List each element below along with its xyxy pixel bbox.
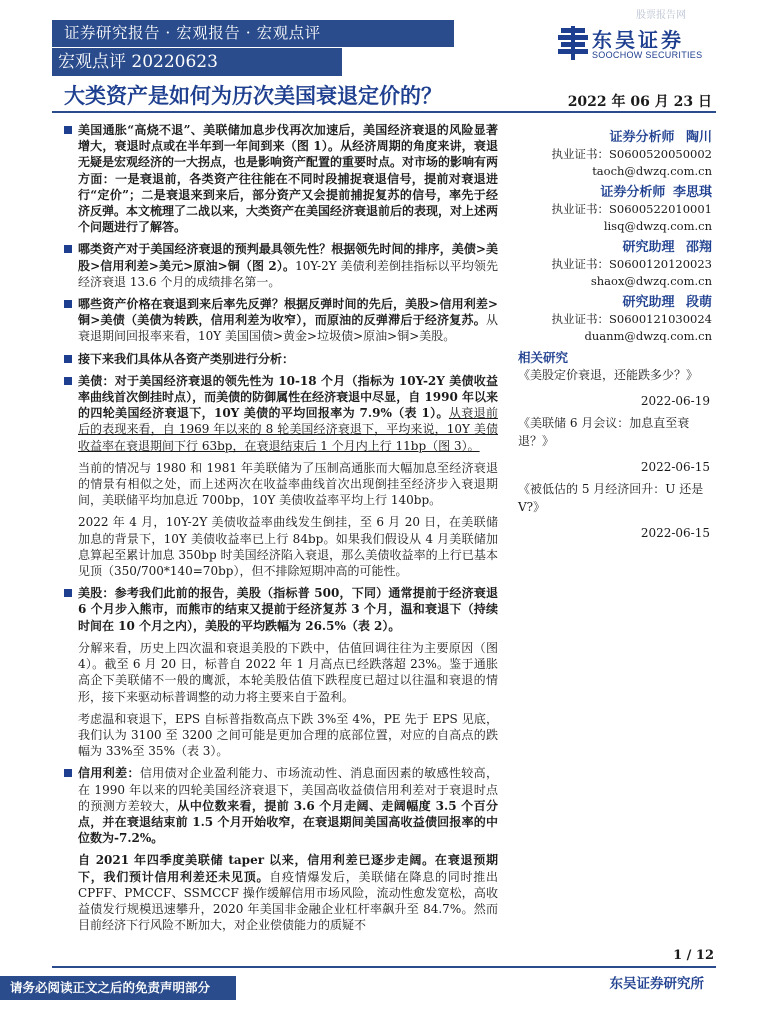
analyst-name: 李思琪 [672,185,712,200]
page-title: 大类资产是如何为历次美国衰退定价的？ [64,84,442,108]
analyst-name: 邵翔 [685,240,712,255]
bullet-square-icon [64,245,72,253]
treasury-text: 从衰退前后的表现来看，自 1969 年以来的 8 轮美国经济衰退下，平均来说，10Y 美债收益率在衰退期间下行 63bp，在衰退结束后 1 个月内上行 11bp（图 3）。 [78,406,498,453]
report-type-banner: 宏观点评 20220623 [52,48,342,76]
related-research-list [518,366,710,546]
bullet-square-icon [64,300,72,308]
bullet-square-icon [64,355,72,363]
related-item-date: 2022-06-19 [640,394,710,408]
related-item-date: 2022-06-15 [640,526,710,540]
page-number: 1 / 12 [673,948,714,963]
disclaimer-banner: 请务必阅读正文之后的免责声明部分 [0,976,236,1000]
analyst-cert: 执业证书：S0600520050002 [551,147,712,161]
watermark-text: 股票报告网 [636,10,686,21]
equity-text: 美股：参考我们此前的报告，美股（指标普 500，下同）通常提前于经济衰退 6 个月步入熊市，而熊市的结束又提前于经济复苏 3 个月，温和衰退下（持续时间在 10 个月之内），美股的平均跌幅为 26.5%（表 2）。 [78,586,498,633]
analyst-name: 陶川 [685,130,712,145]
leading-assets-text: 10Y-2Y 美债利差倒挂指标以平均领先经济衰退 13.6 个月的成绩排名第一。 [78,258,498,289]
report-date: 2022 年 06 月 23 日 [567,94,712,110]
analyst-name: 段萌 [685,295,712,310]
analyst-cert: 执业证书：S0600120120023 [551,257,712,271]
analyst-cert: 执业证书：S0600121030024 [551,312,712,326]
bullet-square-icon [64,126,72,134]
bullet-square-icon [64,589,72,597]
related-item-title[interactable]: 《美联储 6 月会议：加息直至衰退？》 [518,416,690,448]
treasury-paragraph [62,373,498,454]
related-research-title: 相关研究 [518,350,569,365]
analyst-email[interactable]: taoch@dwzq.com.cn [592,164,712,178]
analyst-email[interactable]: shaox@dwzq.com.cn [590,274,712,288]
report-body [62,122,498,939]
equity-bottom-text: 考虑温和衰退下，EPS 自标普指数高点下跌 3%至 4%，PE 先于 EPS 见底，我们认为 3100 至 3200 之间可能是更加合理的底部位置，对应的自高点的跌幅为 33%至 35%（表 3）。 [78,711,498,759]
credit-spread-bold: 从中位数来看，提前 3.6 个月走阔、走阔幅度 3.5 个百分点，并在衰退结束前 1.5 个月开始收窄，在衰退期间美国高收益债回报率的中位数为-7.2%。 [78,798,498,846]
logo-text-cn: 东吴证券 [592,28,684,52]
current-situation-paragraph [62,460,498,509]
analyst-block [512,129,712,180]
equity-bottom-paragraph [62,711,498,760]
equity-decomposition-text: 分解来看，历史上四次温和衰退美股的下跌中，估值回调往往为主要原因（图 4）。截至 6 月 20 日，标普自 2022 年 1 月高点已经跌落超 23%。鉴于通胀高企下美联储不一般的鹰派，本轮美股估值下跌程度已超过以往温和衰退的情形，接下来驱动标普调整的动力将主要来自于盈利。 [78,640,498,704]
rebound-assets-bold: 哪些资产价格在衰退到来后率先反弹？根据反弹时间的先后，美股>信用利差>铜>美债（美债为转跌，信用利差为收窄），而原油的反弹滞后于经济复苏。 [78,297,498,328]
bullet-square-icon [64,377,72,385]
analyst-block [512,239,712,290]
related-item-date: 2022-06-15 [640,460,710,474]
bullet-square-icon [64,769,72,777]
related-item-title[interactable]: 《美股定价衰退，还能跌多少？》 [518,368,699,382]
intro-analysis-paragraph [62,351,498,367]
rebound-assets-text: 从衰退期间回报率来看，10Y 美国国债>黄金>垃圾债>原油>铜>美股。 [78,313,498,344]
institute-name: 东吴证券研究所 [609,976,704,992]
logo-text-en: SOOCHOW SECURITIES [592,50,703,60]
analyst-cert: 执业证书：S0600522010001 [551,202,712,216]
footer-divider [52,966,716,968]
april-inversion-text: 2022 年 4 月，10Y-2Y 美债收益率曲线发生倒挂，至 6 月 20 日，在美联储加息的背景下，10Y 美债收益率已上行 84bp。如果我们假设从 4 月美联储加息算起至累计加息 350bp 时美国经济陷入衰退，那么美债收益率的上行已基本见顶（350/700*140=70bp），但不排除短期冲高的可能性。 [78,515,498,579]
taper-text: 自疫情爆发后，美联储在降息的同时推出 CPFF、PMCCF、SSMCCF 操作缓解信用市场风险，流动性愈发宽松，高收益债发行规模迅速攀升，2020 年美国非金融企业杠杆率飙升至 84.7%。然而目前经济下行风险不断加大，对企业偿债能力的质疑不 [78,869,498,933]
analyst-role: 研究助理 [622,295,675,310]
taper-bold: 自 2021 年四季度美联储 taper 以来，信用利差已逐步走阔。在衰退预期下，我们预计信用利差还未见顶。 [78,853,498,884]
intro-analysis-text: 接下来我们具体从各资产类别进行分析： [78,351,295,366]
current-situation-text: 当前的情况与 1980 和 1981 年美联储为了压制高通胀而大幅加息至经济衰退的情景有相似之处，而上述两次在收益率曲线首次出现倒挂至经济步入衰退期间，美联储平均加息近 700bp，10Y 美债收益率平均上行 140bp。 [78,460,498,508]
analyst-email[interactable]: duanm@dwzq.com.cn [584,329,712,343]
leading-assets-bold: 哪类资产对于美国经济衰退的预判最具领先性？根据领先时间的排序，美债>美股>信用利差>美元>原油>铜（图 2）。 [78,242,498,273]
analyst-block [512,184,712,235]
summary-paragraph [62,122,498,235]
rebound-assets-paragraph [62,296,498,345]
credit-spread-paragraph [62,765,498,846]
company-logo [558,26,728,64]
april-inversion-paragraph [62,514,498,579]
logo-mark-icon [558,26,588,60]
analyst-role: 证券分析师 [600,185,666,200]
taper-paragraph [62,852,498,933]
leading-assets-paragraph [62,241,498,290]
report-category-banner: 证券研究报告 · 宏观报告 · 宏观点评 [52,20,454,47]
analyst-email[interactable]: lisq@dwzq.com.cn [603,219,712,233]
sidebar [512,94,712,349]
analyst-block [512,294,712,345]
treasury-bold: 美债：对于美国经济衰退的领先性为 10-18 个月（指标为 10Y-2Y 美债收益率曲线首次倒挂时点），而美债的防御属性在经济衰退中尽显，自 1990 年以来的四轮美国经济衰退下，10Y 美债的平均回报率为 7.9%（表 1）。 [78,373,498,421]
summary-text: 美国通胀“高烧不退”、美联储加息步伐再次加速后，美国经济衰退的风险显著增大，衰退时点或在半年到一年间到来（图 1）。从经济周期的角度来讲，衰退无疑是宏观经济的一大拐点，也是影响资产配置的重要时点。对市场的影响有两方面：一是衰退前，各类资产往往能在不同时段捕捉衰退信号，提前对衰退进行“定价”；二是衰退来到来后，部分资产又会提前捕捉复苏的信号，率先于经济反弹。本文梳理了二战以来，大类资产在美国经济衰退前后的表现，对上述两个问题进行了解答。 [78,123,499,235]
related-item-title[interactable]: 《被低估的 5 月经济回升：U 还是 V?》 [518,482,704,514]
equity-paragraph [62,585,498,634]
credit-spread-label: 信用利差： [78,766,140,781]
equity-decomposition-paragraph [62,640,498,705]
analyst-role: 证券分析师 [609,130,675,145]
analyst-role: 研究助理 [622,240,675,255]
credit-spread-text: 信用债对企业盈利能力、市场流动性、消息面因素的敏感性较高，在 1990 年以来的四轮美国经济衰退下，美国高收益债信用利差对于衰退时点的预测方差较大， [78,766,498,813]
